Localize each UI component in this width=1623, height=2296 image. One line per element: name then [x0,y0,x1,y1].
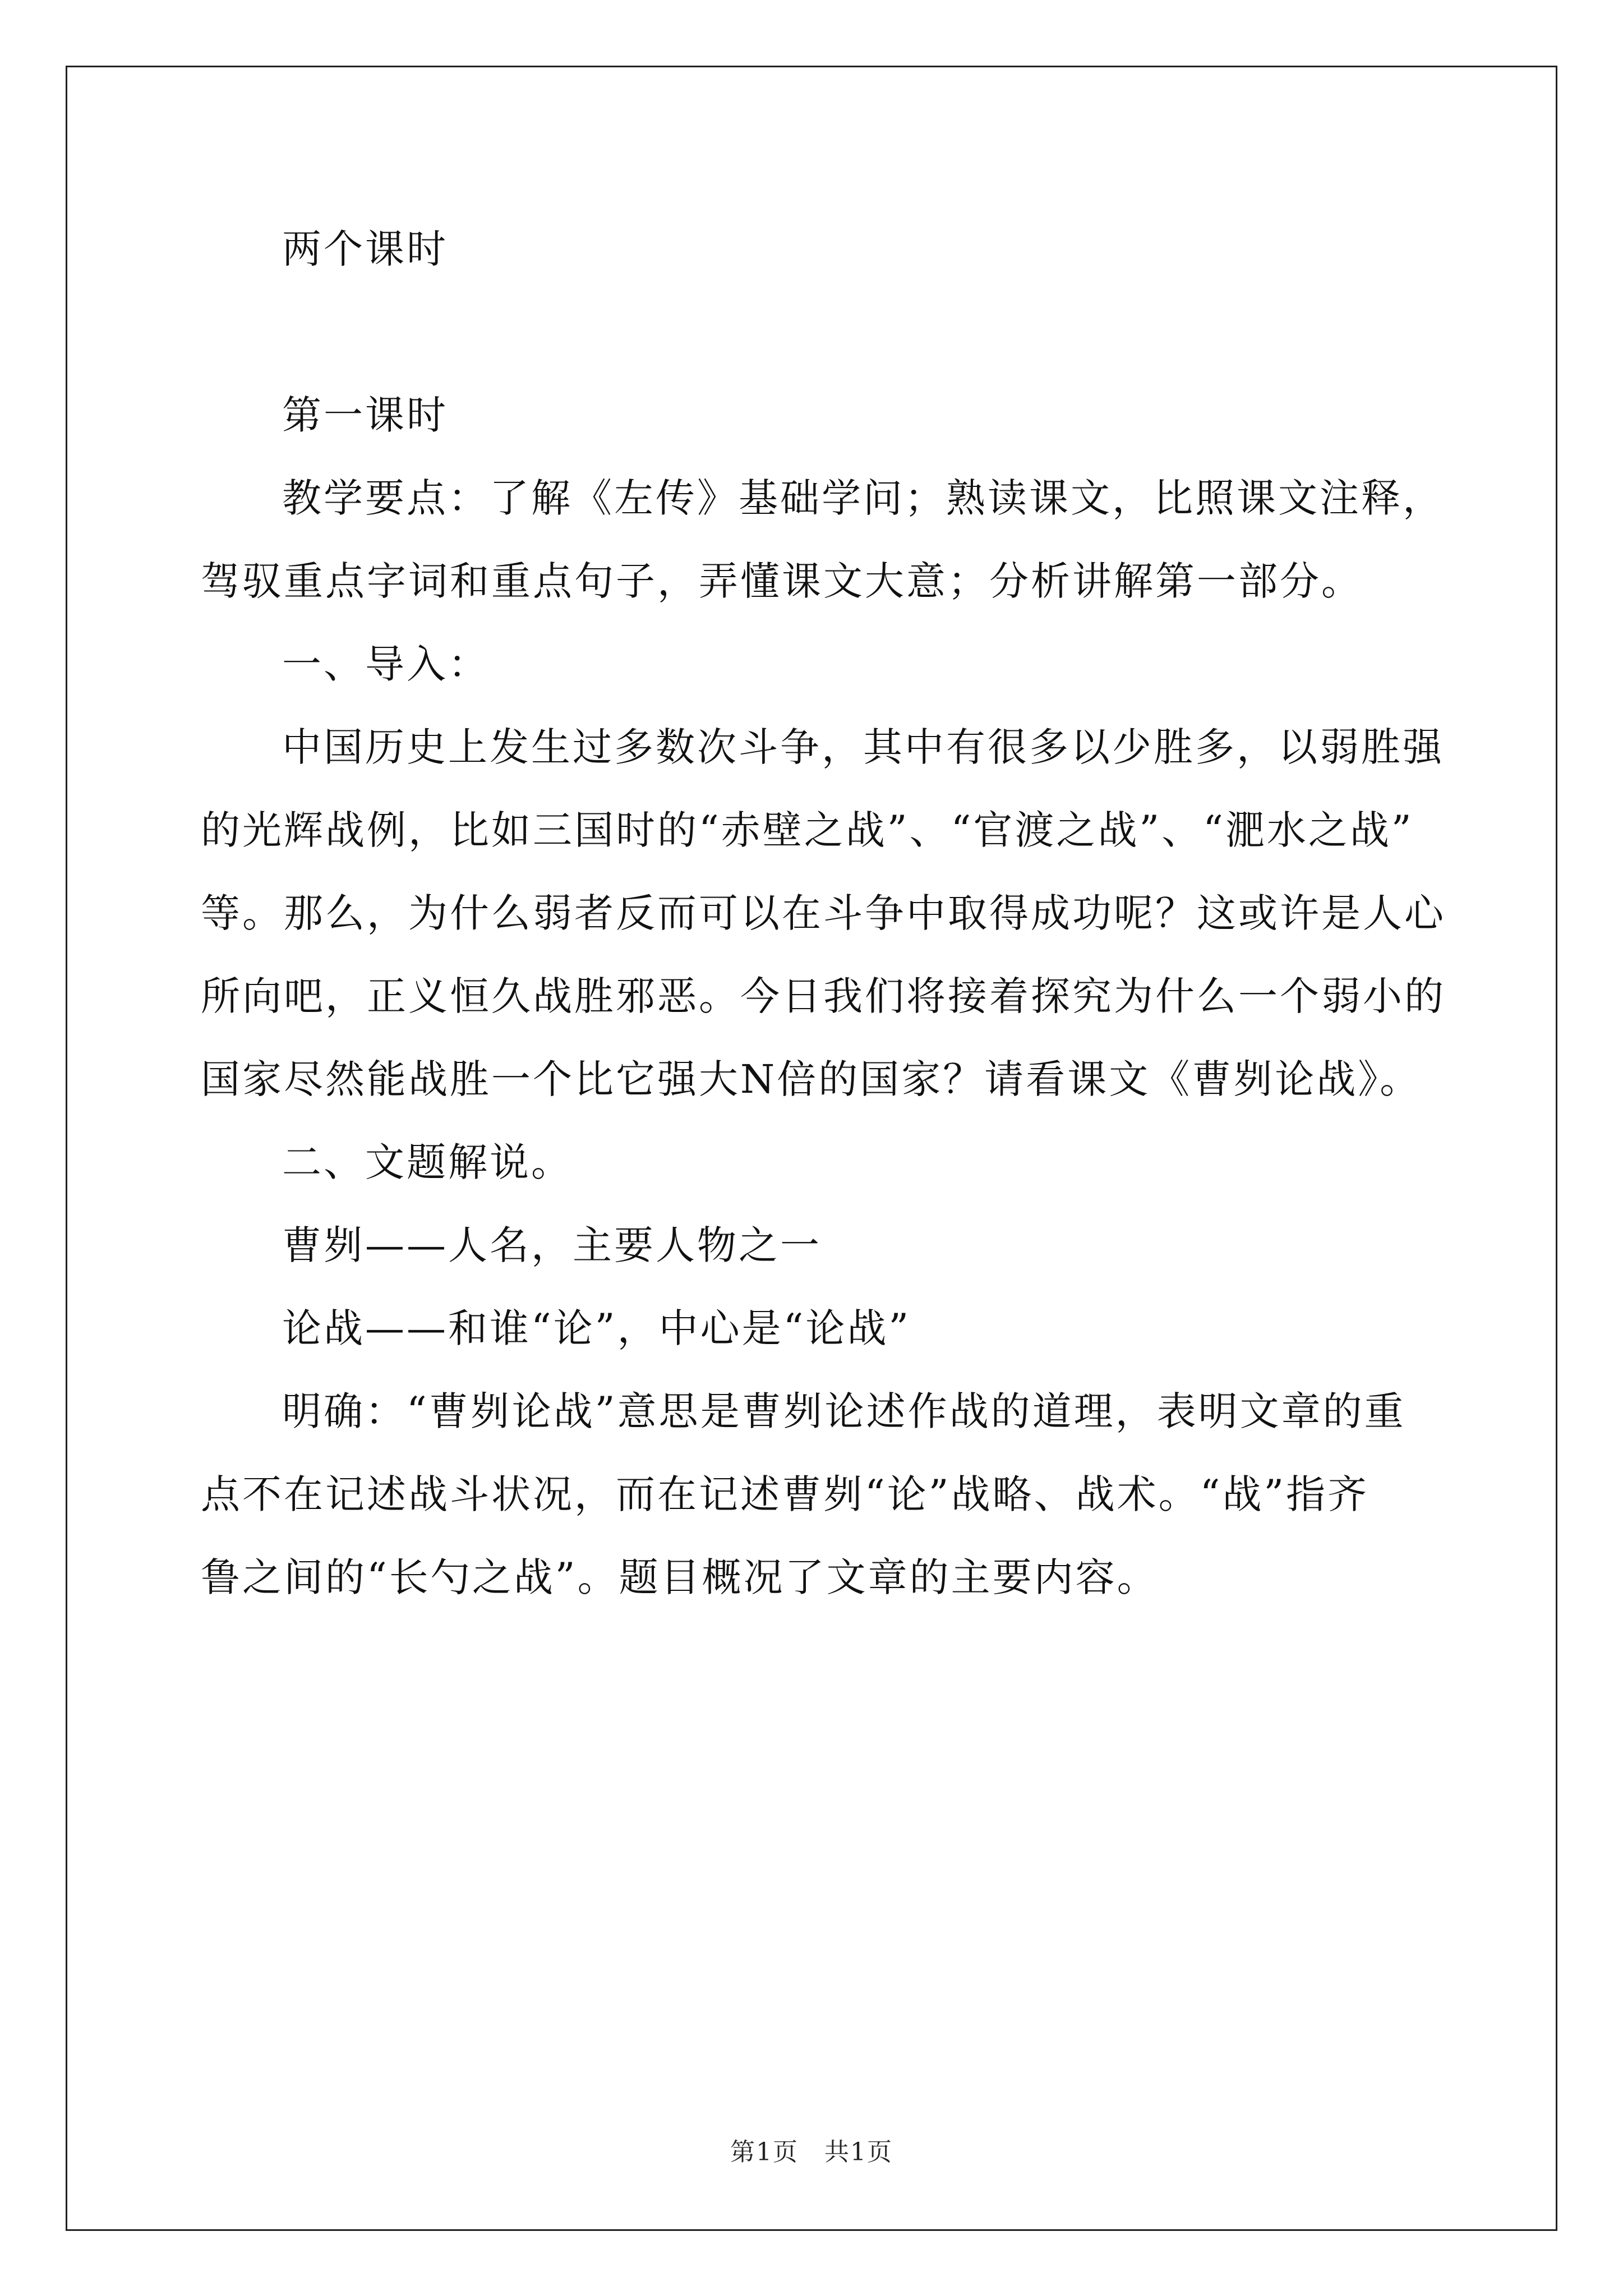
text-line: 驾驭重点字词和重点句子，弄懂课文大意；分析讲解第一部分。 [201,558,1363,604]
text-line: 曹刿——人名，主要人物之一 [282,1222,822,1268]
text-line: 二、文题解说。 [282,1139,573,1185]
text-line: 论战——和谁“论”，中心是“论战” [282,1305,911,1351]
paragraph-lun-zhan [201,1287,1491,1370]
paragraph-introduction-heading [201,623,1491,706]
text-line: 鲁之间的“长勺之战”。题目概况了文章的主要内容。 [201,1554,1159,1600]
text-line: 中国历史上发生过多数次斗争，其中有很多以少胜多，以弱胜强 [282,724,1444,770]
paragraph-clarification [201,1370,1491,1619]
text-line: 所向吧，正义恒久战胜邪恶。今日我们将接着探究为什么一个弱小的 [201,973,1446,1019]
page-footer [0,2132,1623,2168]
paragraph-cao-gui [201,1204,1491,1287]
page-number-label: 第1页 共1页 [730,2138,893,2166]
text-line: 国家尽然能战胜一个比它强大N倍的国家？请看课文《曹刿论战》。 [201,1056,1422,1102]
blank-line [201,291,1491,374]
text-line: 点不在记述战斗状况，而在记述曹刿“论”战略、战术。“战”指齐 [201,1471,1370,1517]
paragraph-teaching-points [201,457,1491,623]
text-line: 两个课时 [282,226,448,272]
document-body [201,208,1491,1619]
paragraph-first-lesson [201,374,1491,457]
text-line: 一、导入： [282,641,490,687]
text-line: 明确：“曹刿论战”意思是曹刿论述作战的道理，表明文章的重 [282,1388,1406,1434]
text-line: 的光辉战例，比如三国时的“赤壁之战”、“官渡之战”、“淝水之战” [201,807,1414,853]
paragraph-title-explanation-heading [201,1121,1491,1204]
text-line: 第一课时 [282,392,448,438]
text-line: 教学要点：了解《左传》基础学问；熟读课文，比照课文注释， [282,475,1444,521]
paragraph-introduction [201,706,1491,1121]
paragraph-duration [201,208,1491,291]
text-line: 等。那么，为什么弱者反而可以在斗争中取得成功呢？这或许是人心 [201,890,1446,936]
